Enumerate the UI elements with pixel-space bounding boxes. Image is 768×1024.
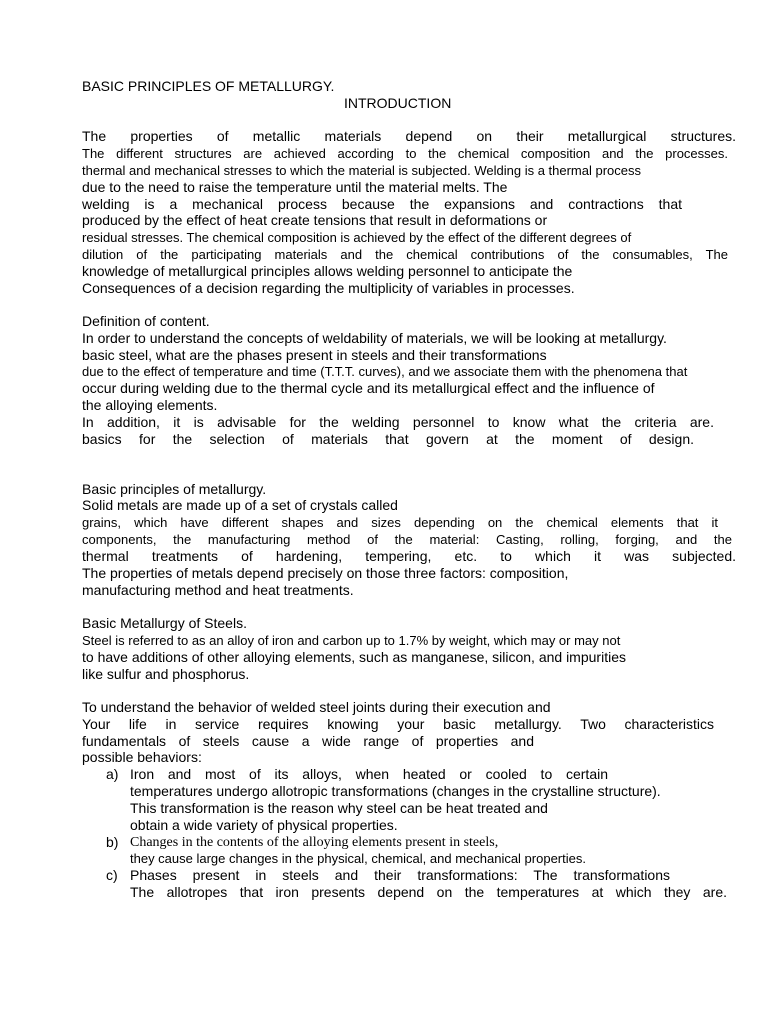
definition-line: In addition, it is advisable for the welding personnel to know what the criteria are. — [82, 414, 714, 430]
list-marker: c) — [106, 867, 118, 883]
list-marker: b) — [106, 834, 119, 850]
list-item-line: they cause large changes in the physical, chemical, and mechanical properties. — [130, 851, 586, 866]
principles-line: The properties of metals depend precisely on those three factors: composition, — [82, 565, 569, 581]
document-title: BASIC PRINCIPLES OF METALLURGY. — [82, 78, 335, 94]
intro-line: produced by the effect of heat create tensions that result in deformations or — [82, 212, 548, 228]
steels-line: to have additions of other alloying elements, such as manganese, silicon, and impurities — [82, 649, 626, 665]
list-marker: a) — [106, 766, 119, 782]
principles-heading: Basic principles of metallurgy. — [82, 481, 267, 497]
principles-line: components, the manufacturing method of the material: Casting, rolling, forging, and the — [82, 532, 732, 547]
behavior-line: Your life in service requires knowing your basic metallurgy. Two characteristics — [82, 716, 714, 732]
intro-line: residual stresses. The chemical composition is achieved by the effect of the different degrees of — [82, 230, 632, 245]
intro-line: dilution of the participating materials and the chemical contributions of the consumables, The — [82, 247, 728, 262]
steels-heading: Basic Metallurgy of Steels. — [82, 615, 247, 631]
list-item-line: Changes in the contents of the alloying elements present in steels, — [130, 835, 499, 850]
behavior-line: possible behaviors: — [82, 749, 202, 765]
definition-line: basics for the selection of materials that govern at the moment of design. — [82, 431, 694, 447]
steels-line: Steel is referred to as an alloy of iron and carbon up to 1.7% by weight, which may or may not — [82, 633, 621, 648]
behavior-line: fundamentals of steels cause a wide range of properties and — [82, 733, 534, 749]
list-item-line: Phases present in steels and their transformations: The transformations — [130, 867, 670, 883]
definition-heading: Definition of content. — [82, 313, 210, 329]
list-item-line: The allotropes that iron presents depend on the temperatures at which they are. — [130, 884, 727, 900]
intro-line: Consequences of a decision regarding the multiplicity of variables in processes. — [82, 280, 575, 296]
intro-line: knowledge of metallurgical principles allows welding personnel to anticipate the — [82, 263, 573, 279]
list-item-line: This transformation is the reason why steel can be heat treated and — [130, 800, 548, 816]
definition-line: In order to understand the concepts of weldability of materials, we will be looking at metallurgy. — [82, 330, 667, 346]
principles-line: Solid metals are made up of a set of crystals called — [82, 497, 398, 513]
intro-line: The different structures are achieved according to the chemical composition and the processes. — [82, 146, 728, 161]
definition-line: the alloying elements. — [82, 397, 218, 413]
intro-line: thermal and mechanical stresses to which the material is subjected. Welding is a thermal process — [82, 163, 642, 178]
definition-line: basic steel, what are the phases present in steels and their transformations — [82, 347, 547, 363]
principles-line: manufacturing method and heat treatments. — [82, 582, 354, 598]
list-item-line: temperatures undergo allotropic transformations (changes in the crystalline structure). — [130, 783, 661, 799]
principles-line: thermal treatments of hardening, tempering, etc. to which it was subjected. — [82, 548, 736, 564]
behavior-line: To understand the behavior of welded steel joints during their execution and — [82, 699, 551, 715]
definition-line: due to the effect of temperature and time (T.T.T. curves), and we associate them with the phenomena that — [82, 364, 688, 379]
list-item-line: obtain a wide variety of physical properties. — [130, 817, 398, 833]
steels-line: like sulfur and phosphorus. — [82, 666, 250, 682]
intro-line: The properties of metallic materials depend on their metallurgical structures. — [82, 128, 736, 144]
intro-line: due to the need to raise the temperature until the material melts. The — [82, 179, 508, 195]
principles-line: grains, which have different shapes and sizes depending on the chemical elements that it — [82, 515, 718, 530]
definition-line: occur during welding due to the thermal cycle and its metallurgical effect and the influence of — [82, 380, 655, 396]
section-title-introduction: INTRODUCTION — [344, 95, 452, 111]
intro-line: welding is a mechanical process because the expansions and contractions that — [82, 196, 682, 212]
list-item-line: Iron and most of its alloys, when heated or cooled to certain — [130, 766, 608, 782]
